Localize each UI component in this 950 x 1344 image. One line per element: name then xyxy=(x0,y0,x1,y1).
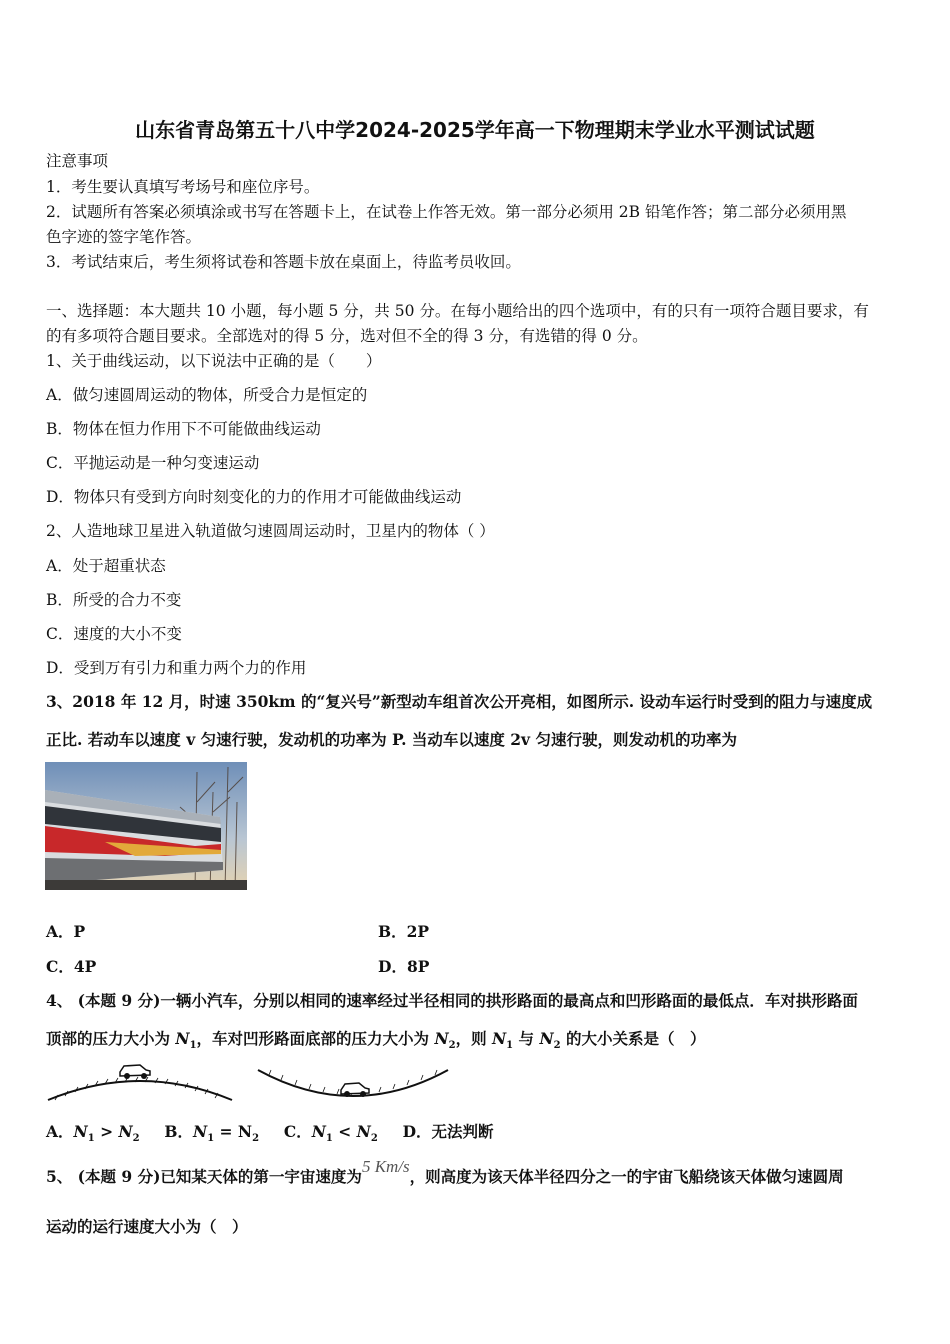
q5-text-b: ，则高度为该天体半径四分之一的宇宙飞船绕该天体做匀速圆周 xyxy=(409,1167,844,1186)
page-title: 山东省青岛第五十八中学2024-2025学年高一下物理期末学业水平测试试题 xyxy=(135,118,815,142)
q4-stem-line2 xyxy=(46,1029,705,1056)
q4-option-a-rel: > xyxy=(94,1122,119,1141)
train-photo xyxy=(45,762,247,890)
q1-option-d: D．物体只有受到方向时刻变化的力的作用才可能做曲线运动 xyxy=(46,488,462,506)
q4-options xyxy=(46,1122,494,1149)
q4-option-b-n1-sub: 1 xyxy=(207,1133,215,1145)
notice-item-1: 1．考生要认真填写考场号和座位序号。 xyxy=(46,178,320,196)
q3-option-b: B．2P xyxy=(378,922,430,941)
q1-option-c: C．平抛运动是一种匀变速运动 xyxy=(46,454,260,472)
q5-text-a: 5、 (本题 9 分)已知某天体的第一宇宙速度为 xyxy=(46,1167,362,1186)
q5-formula: 5 Km/s xyxy=(361,1157,410,1176)
q4-option-a-n1-sub: 1 xyxy=(87,1133,95,1145)
q4-n2-ref: N xyxy=(539,1029,554,1048)
q4-option-c-n1-sub: 1 xyxy=(325,1133,333,1145)
q4-option-a-label: A． xyxy=(46,1122,74,1141)
q4-option-a-n1: N xyxy=(73,1122,88,1141)
q4-text-a: 顶部的压力大小为 xyxy=(46,1029,176,1048)
q5-stem-line1 xyxy=(46,1157,844,1187)
car-on-arch-icon xyxy=(120,1065,150,1079)
q4-n1-ref: N xyxy=(492,1029,507,1048)
q4-n2: N xyxy=(434,1029,449,1048)
car-in-sag-icon xyxy=(341,1083,369,1097)
arch-road-diagram xyxy=(44,1058,236,1104)
q3-stem-line1: 3、2018 年 12 月，时速 350km 的“复兴号”新型动车组首次公开亮相，如图所示. 设动车运行时受到的阻力与速度成 xyxy=(46,692,873,711)
q4-option-b-n2-sub: 2 xyxy=(252,1133,260,1145)
q4-n1: N xyxy=(175,1029,190,1048)
q4-option-c-label: C． xyxy=(283,1122,312,1141)
q1-option-b: B．物体在恒力作用下不可能做曲线运动 xyxy=(46,420,321,438)
q4-option-b-label: B． xyxy=(164,1122,194,1141)
q4-option-a-n2-sub: 2 xyxy=(132,1133,140,1145)
q3-option-c: C．4P xyxy=(46,957,97,976)
q4-n1-sub: 1 xyxy=(189,1040,197,1052)
q4-text-c: ，则 xyxy=(455,1029,492,1048)
q4-text-d: 与 xyxy=(513,1029,540,1048)
notice-item-3: 3．考试结束后，考生须将试卷和答题卡放在桌面上，待监考员收回。 xyxy=(46,253,521,271)
q4-n2-ref-sub: 2 xyxy=(553,1040,561,1052)
q4-option-a-n2: N xyxy=(118,1122,133,1141)
q4-option-c-n2: N xyxy=(356,1122,371,1141)
q2-option-d: D．受到万有引力和重力两个力的作用 xyxy=(46,659,307,677)
q4-stem-line1: 4、 (本题 9 分)一辆小汽车，分别以相同的速率经过半径相同的拱形路面的最高点和凹形路面的最低点．车对拱形路面 xyxy=(46,991,858,1010)
q2-stem: 2、人造地球卫星进入轨道做匀速圆周运动时，卫星内的物体（ ） xyxy=(46,522,495,540)
notice-heading: 注意事项 xyxy=(46,152,109,170)
section-heading-line1: 一、选择题：本大题共 10 小题，每小题 5 分，共 50 分。在每小题给出的四个选项中，有的只有一项符合题目要求，有 xyxy=(46,302,869,320)
sag-road-diagram xyxy=(255,1062,451,1104)
notice-item-2: 2．试题所有答案必须填涂或书写在答题卡上，在试卷上作答无效。第一部分必须用 2B 铅笔作答；第二部分必须用黑 xyxy=(46,203,847,221)
notice-item-2-cont: 色字迹的签字笔作答。 xyxy=(46,228,202,246)
q5-stem-line2: 运动的运行速度大小为（ ） xyxy=(46,1217,248,1236)
q1-stem: 1、关于曲线运动，以下说法中正确的是（ ） xyxy=(46,352,382,370)
q4-n1-ref-sub: 1 xyxy=(506,1040,514,1052)
q3-option-d: D．8P xyxy=(378,957,430,976)
q4-option-b-n1: N xyxy=(193,1122,208,1141)
q4-option-d: D．无法判断 xyxy=(402,1122,494,1141)
q4-option-b-rel: = N xyxy=(214,1122,253,1141)
q2-option-c: C．速度的大小不变 xyxy=(46,625,182,643)
q2-option-b: B．所受的合力不变 xyxy=(46,591,182,609)
q2-option-a: A．处于超重状态 xyxy=(46,557,166,575)
q4-text-e: 的大小关系是（ ） xyxy=(560,1029,706,1048)
section-heading-line2: 的有多项符合题目要求。全部选对的得 5 分，选对但不全的得 3 分，有选错的得 0 分。 xyxy=(46,327,648,345)
q4-n2-sub: 2 xyxy=(448,1040,456,1052)
q3-stem-line2: 正比. 若动车以速度 v 匀速行驶，发动机的功率为 P. 当动车以速度 2v 匀速行驶，则发动机的功率为 xyxy=(46,730,737,749)
q4-option-c-rel: < xyxy=(332,1122,357,1141)
q3-option-a: A．P xyxy=(46,922,86,941)
q4-option-c-n2-sub: 2 xyxy=(370,1133,378,1145)
q4-option-c-n1: N xyxy=(311,1122,326,1141)
q1-option-a: A．做匀速圆周运动的物体，所受合力是恒定的 xyxy=(46,386,368,404)
q4-text-b: ，车对凹形路面底部的压力大小为 xyxy=(196,1029,435,1048)
train-illustration xyxy=(45,762,247,890)
